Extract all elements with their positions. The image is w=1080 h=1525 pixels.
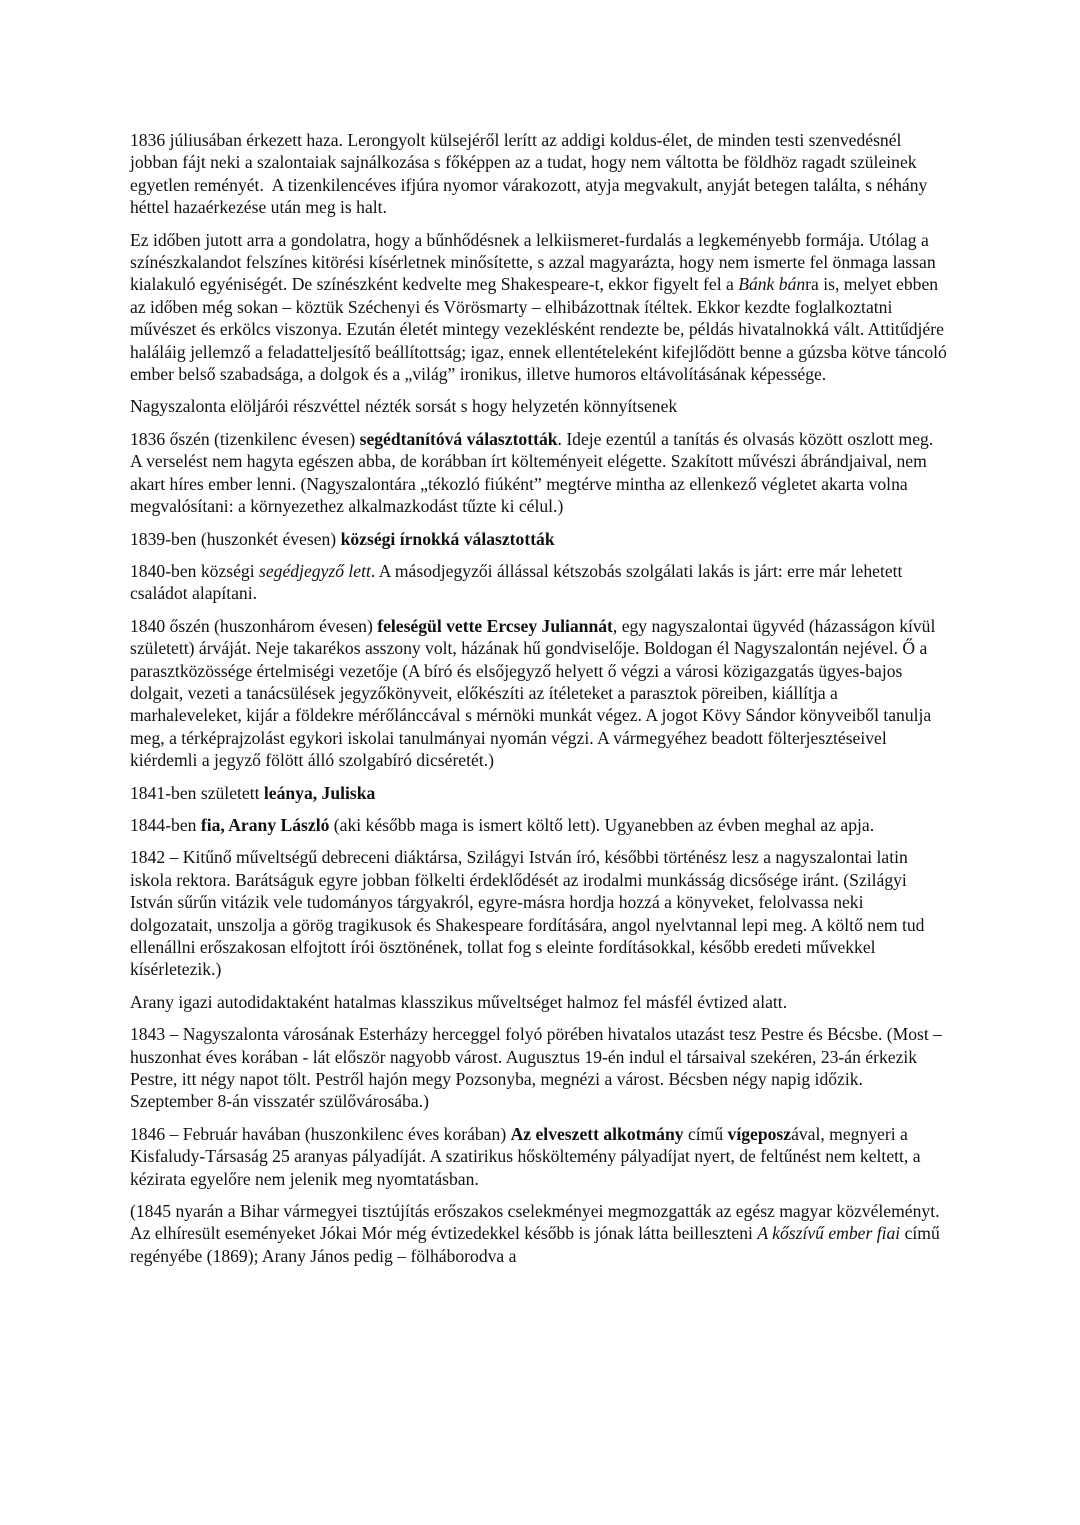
text-run: 1842 – Kitűnő műveltségű debreceni diáktársa, Szilágyi István író, későbbi történész lesz a nagyszalontai latin iskola rektora. Barátságuk egyre jobban fölkelti érdeklődését az irodalmi munkásság dicsősége iránt. (Szilágyi István sűrűn vitázik vele tudományos tárgyakról, egyre-másra hordja hozzá a könyveket, felolvassa neki dolgozatait, unszolja a görög tragikusok és Shakespeare fordítására, angol nyelvtannal lepi meg. A költő nem tud ellenállni erőszakosan elfojtott írói ösztönének, tollat fog s eleinte fordításokkal, később eredeti művekkel kísérletezik.) bbox=[130, 847, 929, 980]
paragraph-1839 bbox=[130, 528, 948, 550]
document-body bbox=[130, 129, 952, 1277]
text-run: 1840 őszén (huszonhárom évesen) bbox=[130, 615, 378, 636]
paragraph-1840-segedjegyzo bbox=[130, 560, 948, 605]
paragraph-1840-osz bbox=[130, 615, 948, 772]
text-run: . A másodjegyzői állással kétszobás szolgálati lakás is járt: erre már lehetett családot alapítani. bbox=[130, 560, 907, 604]
paragraph-eloljarok bbox=[130, 395, 948, 417]
text-run: , egy nagyszalontai ügyvéd (házasságon kívül született) árváját. Neje takarékos asszony volt, házának hű gondviselője. Boldogan él Nagyszalontán nejével. Ő a parasztközössége értelmiségi vezetője (A bíró és elsőjegyző helyett ő végzi a városi közigazgatás ügyes-bajos dolgait, vezeti a tanácsülések jegyzőkönyveit, előkészíti az ítéleteket a parasztok pöreiben, kiállítja a marhaleveleket, kijár a földekre mérőlánccával s mérnöki munkát végez. A jogot Kövy Sándor könyveiből tanulja meg, a térképrajzolást egykori iskolai tanulmányai nyomán végzi. A vármegyéhez beadott fölterjesztéseivel kiérdemli a jegyző fölött álló szolgabíró dicséretét.) bbox=[130, 615, 940, 771]
text-run: című regényébe (1869); Arany János pedig – fölháborodva a bbox=[130, 1223, 945, 1266]
bold-text: községi írnokká választották bbox=[340, 528, 555, 549]
text-run: ra is, melyet ebben az időben még sokan – köztük Széchenyi és Vörösmarty – elhibázottnak ítéltek. Ekkor kezdte foglalkoztatni művészet és erkölcs viszonya. Ezután életét mintegy vezeklésként rendezte be, példás hivatalnokká vált. Attitűdjére haláláig jellemző a feladatteljesítő beállítottság; igaz, ennek ellentételeként kifejlődött benne a gúzsba kötve táncoló ember belső szabadsága, a dolgok és a „világ” ironikus, illetve humoros eltávolításának képessége. bbox=[130, 274, 952, 385]
text-run: 1841-ben született bbox=[130, 782, 264, 803]
text-run: 1846 – Február havában (huszonkilenc éves korában) bbox=[130, 1123, 511, 1144]
paragraph-autodidakta bbox=[130, 991, 948, 1013]
paragraph-1844 bbox=[130, 814, 948, 836]
text-run: . Ideje ezentúl a tanítás és olvasás között oszlott meg. A verselést nem hagyta egészen abba, de korábban írt költeményeit elégette. Szakított művészi ábrándjaival, nem akart híres ember lenni. (Nagyszalontára „tékozló fiúként” megtérve mintha az ellenkező végletet akarta volna megvalósítani: a környezethez alkalmazkodást tűzte ki célul.) bbox=[130, 428, 937, 517]
text-run: Ez időben jutott arra a gondolatra, hogy a bűnhődésnek a lelkiismeret-furdalás a legkeményebb formája. Utólag a színészkalandot felszínes kitörési kísérletnek minősítette, s azzal magyarázta, hogy nem ismerte fel önmaga lassan kialakuló egyéniségét. De színészként kedvelte meg Shakespeare-t, ekkor figyelt fel a bbox=[130, 229, 941, 295]
text-run: 1836 júliusában érkezett haza. Lerongyolt külsejéről lerítt az addigi koldus-élet, de minden testi szenvedésnél jobban fájt neki a szalontaiak sajnálkozása s főképpen az a tudat, hogy nem váltotta be földhöz ragadt szüleinek egyetlen reményét. A tizenkilencéves ifjúra nyomor várakozott, atyja megvakult, anyját betegen találta, s néhány héttel hazaérkezése után meg is halt. bbox=[130, 130, 932, 218]
text-run: 1836 őszén (tizenkilenc évesen) bbox=[130, 428, 360, 449]
paragraph-1846 bbox=[130, 1123, 948, 1190]
paragraph-1845 bbox=[130, 1200, 948, 1267]
bold-title: Az elveszett alkotmány bbox=[510, 1123, 684, 1144]
text-run: (1845 nyarán a Bihar vármegyei tisztújítás erőszakos cselekményei megmozgatták az egész magyar közvéleményt. Az elhíresült eseményeket Jókai Mór még évtizedekkel később is jónak látta beilleszteni bbox=[130, 1201, 943, 1244]
paragraph-1841 bbox=[130, 782, 948, 804]
text-run: 1844-ben bbox=[130, 814, 201, 835]
paragraph-1842 bbox=[130, 846, 948, 980]
bold-text: vígeposz bbox=[727, 1123, 792, 1144]
paragraph-bunhodes bbox=[130, 229, 952, 386]
paragraph-1843 bbox=[130, 1023, 948, 1113]
italic-title: A kőszívű ember fiai bbox=[757, 1223, 901, 1244]
bold-text: feleségül vette Ercsey Juliannát bbox=[377, 615, 613, 636]
text-run: 1840-ben községi bbox=[130, 560, 259, 581]
text-run: 1839-ben (huszonkét évesen) bbox=[130, 528, 341, 549]
text-run: című bbox=[683, 1123, 728, 1144]
italic-title: Bánk bán bbox=[738, 274, 806, 295]
text-run: ával, megnyeri a Kisfaludy-Társaság 25 aranyas pályadíját. A szatirikus hősköltemény pályadíjat nyert, de feltűnést nem keltett, a kézirata egyelőre nem jelenik meg nyomtatásban. bbox=[130, 1123, 925, 1189]
text-run: (aki később maga is ismert költő lett). Ugyanebben az évben meghal az apja. bbox=[329, 814, 875, 835]
text-run: Nagyszalonta elöljárói részvéttel nézték sorsát s hogy helyzetén könnyítsenek bbox=[130, 396, 678, 417]
text-run: 1843 – Nagyszalonta városának Esterházy herceggel folyó pörében hivatalos utazást tesz Pestre és Bécsbe. (Most – huszonhat éves korában - lát először nagyobb várost. Augusztus 19-én indul el társaival szekéren, 23-án érkezik Pestre, itt négy napot tölt. Pestről hajón megy Pozsonyba, megnézi a várost. Bécsben négy napig időzik. Szeptember 8-án visszatér szülővárosába.) bbox=[130, 1024, 947, 1112]
paragraph-1836-osz bbox=[130, 428, 948, 518]
bold-text: segédtanítóvá választották bbox=[359, 428, 558, 449]
bold-text: fia, Arany László bbox=[200, 814, 330, 835]
text-run: Arany igazi autodidaktaként hatalmas klasszikus műveltséget halmoz fel másfél évtized alatt. bbox=[130, 991, 788, 1012]
paragraph-1836-julius bbox=[130, 129, 948, 219]
italic-text: segédjegyző lett bbox=[259, 560, 371, 581]
bold-text: leánya, Juliska bbox=[263, 782, 376, 803]
